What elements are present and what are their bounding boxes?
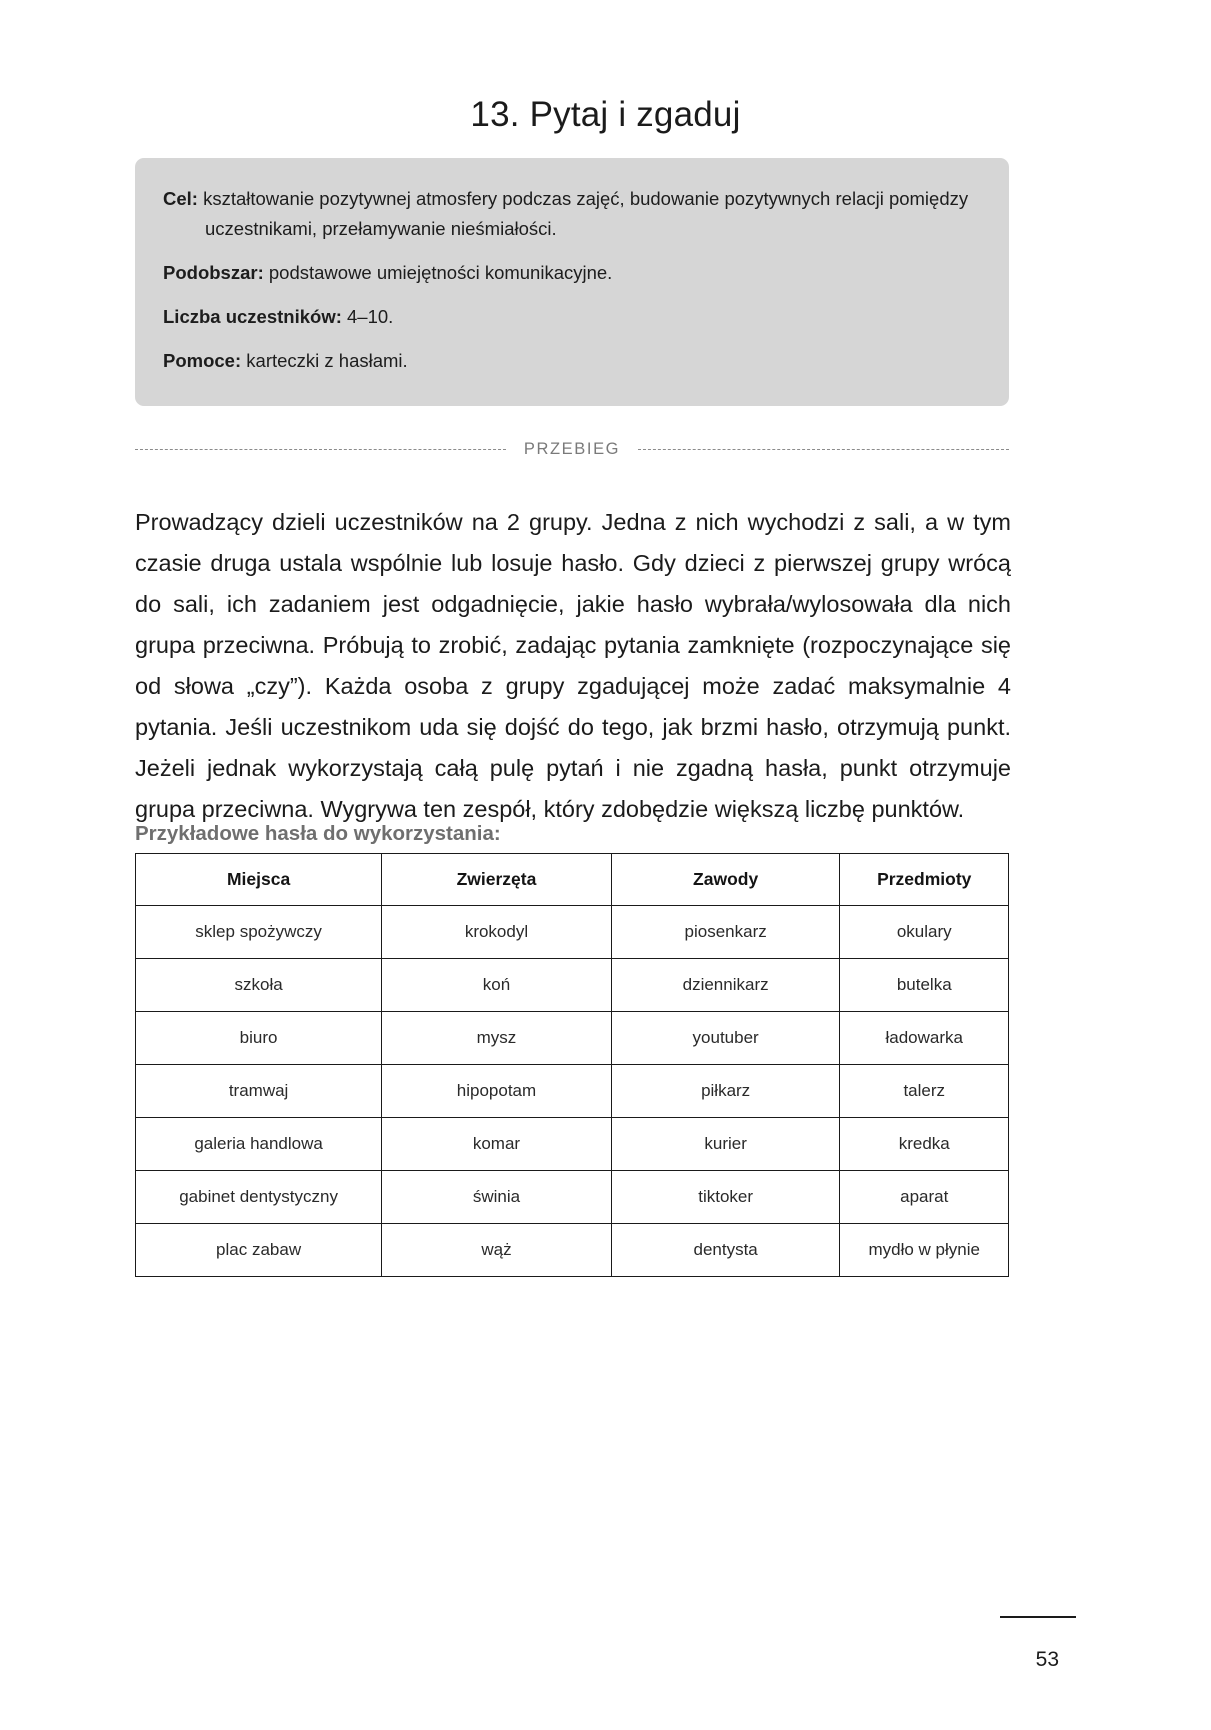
table-cell: biuro [136,1012,382,1065]
table-cell: butelka [840,959,1009,1012]
table-row [136,959,1009,1012]
table-row [136,1224,1009,1277]
examples-subheading: Przykładowe hasła do wykorzystania: [135,822,501,845]
info-value-podobszar: podstawowe umiejętności komunikacyjne. [263,262,613,283]
table-cell: ładowarka [840,1012,1009,1065]
section-divider-przebieg [135,440,1009,459]
divider-dash-left [135,449,506,450]
page-title: 13. Pytaj i zgaduj [470,95,741,135]
footer-rule [1000,1616,1076,1618]
table-header-cell: Zawody [611,854,840,906]
table-cell: dentysta [611,1224,840,1277]
table-cell: kredka [840,1118,1009,1171]
table-header-cell: Przedmioty [840,854,1009,906]
table-cell: tramwaj [136,1065,382,1118]
table-cell: sklep spożywczy [136,906,382,959]
table-header-cell: Zwierzęta [382,854,612,906]
info-row-pomoce [163,346,979,376]
info-row-liczba-uczestnikow [163,302,979,332]
table-cell: piosenkarz [611,906,840,959]
procedure-paragraph: Prowadzący dzieli uczestników na 2 grupy. Jedna z nich wychodzi z sali, a w tym czasie druga ustala wspólnie lub losuje hasło. Gdy dzieci z pierwszej grupy wrócą do sali, ich zadaniem jest odgadnięcie, jakie hasło wybrała/wylosowała dla nich grupa przeciwna. Próbują to zrobić, zadając pytania zamknięte (rozpoczynające się od słowa „czy”). Każda osoba z grupy zgadującej może zadać maksymalnie 4 pytania. Jeśli uczestnikom uda się dojść do tego, jak brzmi hasło, otrzymują punkt. Jeżeli jednak wykorzystają całą pulę pytań i nie zgadną hasła, punkt otrzymuje grupa przeciwna. Wygrywa ten zespół, który zdobędzie większą liczbę punktów. [135,508,1011,822]
info-value-liczba-uczestnikow: 4–10. [341,306,394,327]
table-cell: świnia [382,1171,612,1224]
table-cell: okulary [840,906,1009,959]
table-row [136,1171,1009,1224]
table-cell: talerz [840,1065,1009,1118]
table-row [136,1012,1009,1065]
example-words-table [135,853,1009,1277]
info-row-podobszar [163,258,979,288]
table-body [136,906,1009,1277]
info-label-liczba-uczestnikow: Liczba uczestników: [163,306,342,327]
divider-dash-right [638,449,1009,450]
table-cell: aparat [840,1171,1009,1224]
info-label-cel: Cel: [163,188,198,209]
activity-info-box [135,158,1009,406]
table-cell: krokodyl [382,906,612,959]
table-header-row [136,854,1009,906]
table-cell: gabinet dentystyczny [136,1171,382,1224]
table-header-cell: Miejsca [136,854,382,906]
table-cell: mydło w płynie [840,1224,1009,1277]
table-cell: koń [382,959,612,1012]
table-cell: wąż [382,1224,612,1277]
info-row-cel [163,184,979,244]
table-cell: tiktoker [611,1171,840,1224]
table-header [136,854,1009,906]
page-number: 53 [1035,1648,1059,1671]
table-cell: hipopotam [382,1065,612,1118]
table-row [136,1065,1009,1118]
table-row [136,1118,1009,1171]
table-cell: plac zabaw [136,1224,382,1277]
info-label-pomoce: Pomoce: [163,350,242,371]
table-cell: piłkarz [611,1065,840,1118]
info-value-cel: kształtowanie pozytywnej atmosfery podczas zajęć, budowanie pozytywnych relacji pomiędzy uczestnikami, przełamywanie nieśmiałości. [197,188,969,239]
table-row [136,906,1009,959]
table-cell: mysz [382,1012,612,1065]
divider-label: PRZEBIEG [523,440,621,458]
info-value-pomoce: karteczki z hasłami. [241,350,408,371]
table-cell: komar [382,1118,612,1171]
table-cell: galeria handlowa [136,1118,382,1171]
info-label-podobszar: Podobszar: [163,262,264,283]
table-cell: kurier [611,1118,840,1171]
table-cell: dziennikarz [611,959,840,1012]
table-cell: szkoła [136,959,382,1012]
table-cell: youtuber [611,1012,840,1065]
